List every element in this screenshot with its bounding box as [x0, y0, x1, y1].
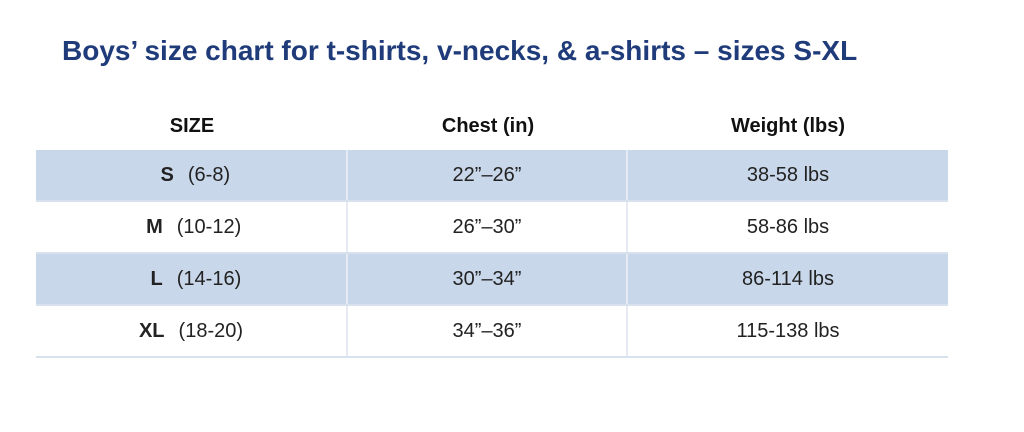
size-cell — [36, 254, 348, 304]
size-cell — [36, 150, 348, 200]
size-chart-table — [36, 102, 948, 358]
table-row — [36, 306, 948, 358]
header-weight: Weight (lbs) — [730, 114, 846, 137]
size-range: (10-12) — [176, 215, 242, 238]
size-letter: L — [150, 267, 163, 290]
header-chest: Chest (in) — [441, 114, 535, 137]
chest-cell: 22”–26” — [348, 150, 628, 200]
size-range: (6-8) — [187, 163, 231, 186]
size-cell — [36, 202, 348, 252]
weight-cell: 86-114 lbs — [742, 267, 834, 290]
chest-cell: 30”–34” — [348, 254, 628, 304]
table-row — [36, 202, 948, 254]
size-range: (18-20) — [178, 319, 244, 342]
chest-cell: 26”–30” — [348, 202, 628, 252]
weight-cell: 115-138 lbs — [736, 319, 840, 342]
size-range: (14-16) — [176, 267, 242, 290]
weight-cell: 58-86 lbs — [746, 215, 830, 238]
chest-cell: 34”–36” — [348, 306, 628, 356]
header-size: SIZE — [169, 114, 215, 137]
table-row — [36, 150, 948, 202]
table-row — [36, 254, 948, 306]
size-letter: M — [146, 215, 163, 238]
weight-cell: 38-58 lbs — [746, 163, 830, 186]
size-cell — [36, 306, 348, 356]
table-header-row — [36, 102, 948, 150]
page-title: Boys’ size chart for t-shirts, v-necks, & a-shirts – sizes S-XL — [62, 35, 858, 66]
size-letter: XL — [138, 319, 165, 342]
size-letter: S — [160, 163, 174, 186]
